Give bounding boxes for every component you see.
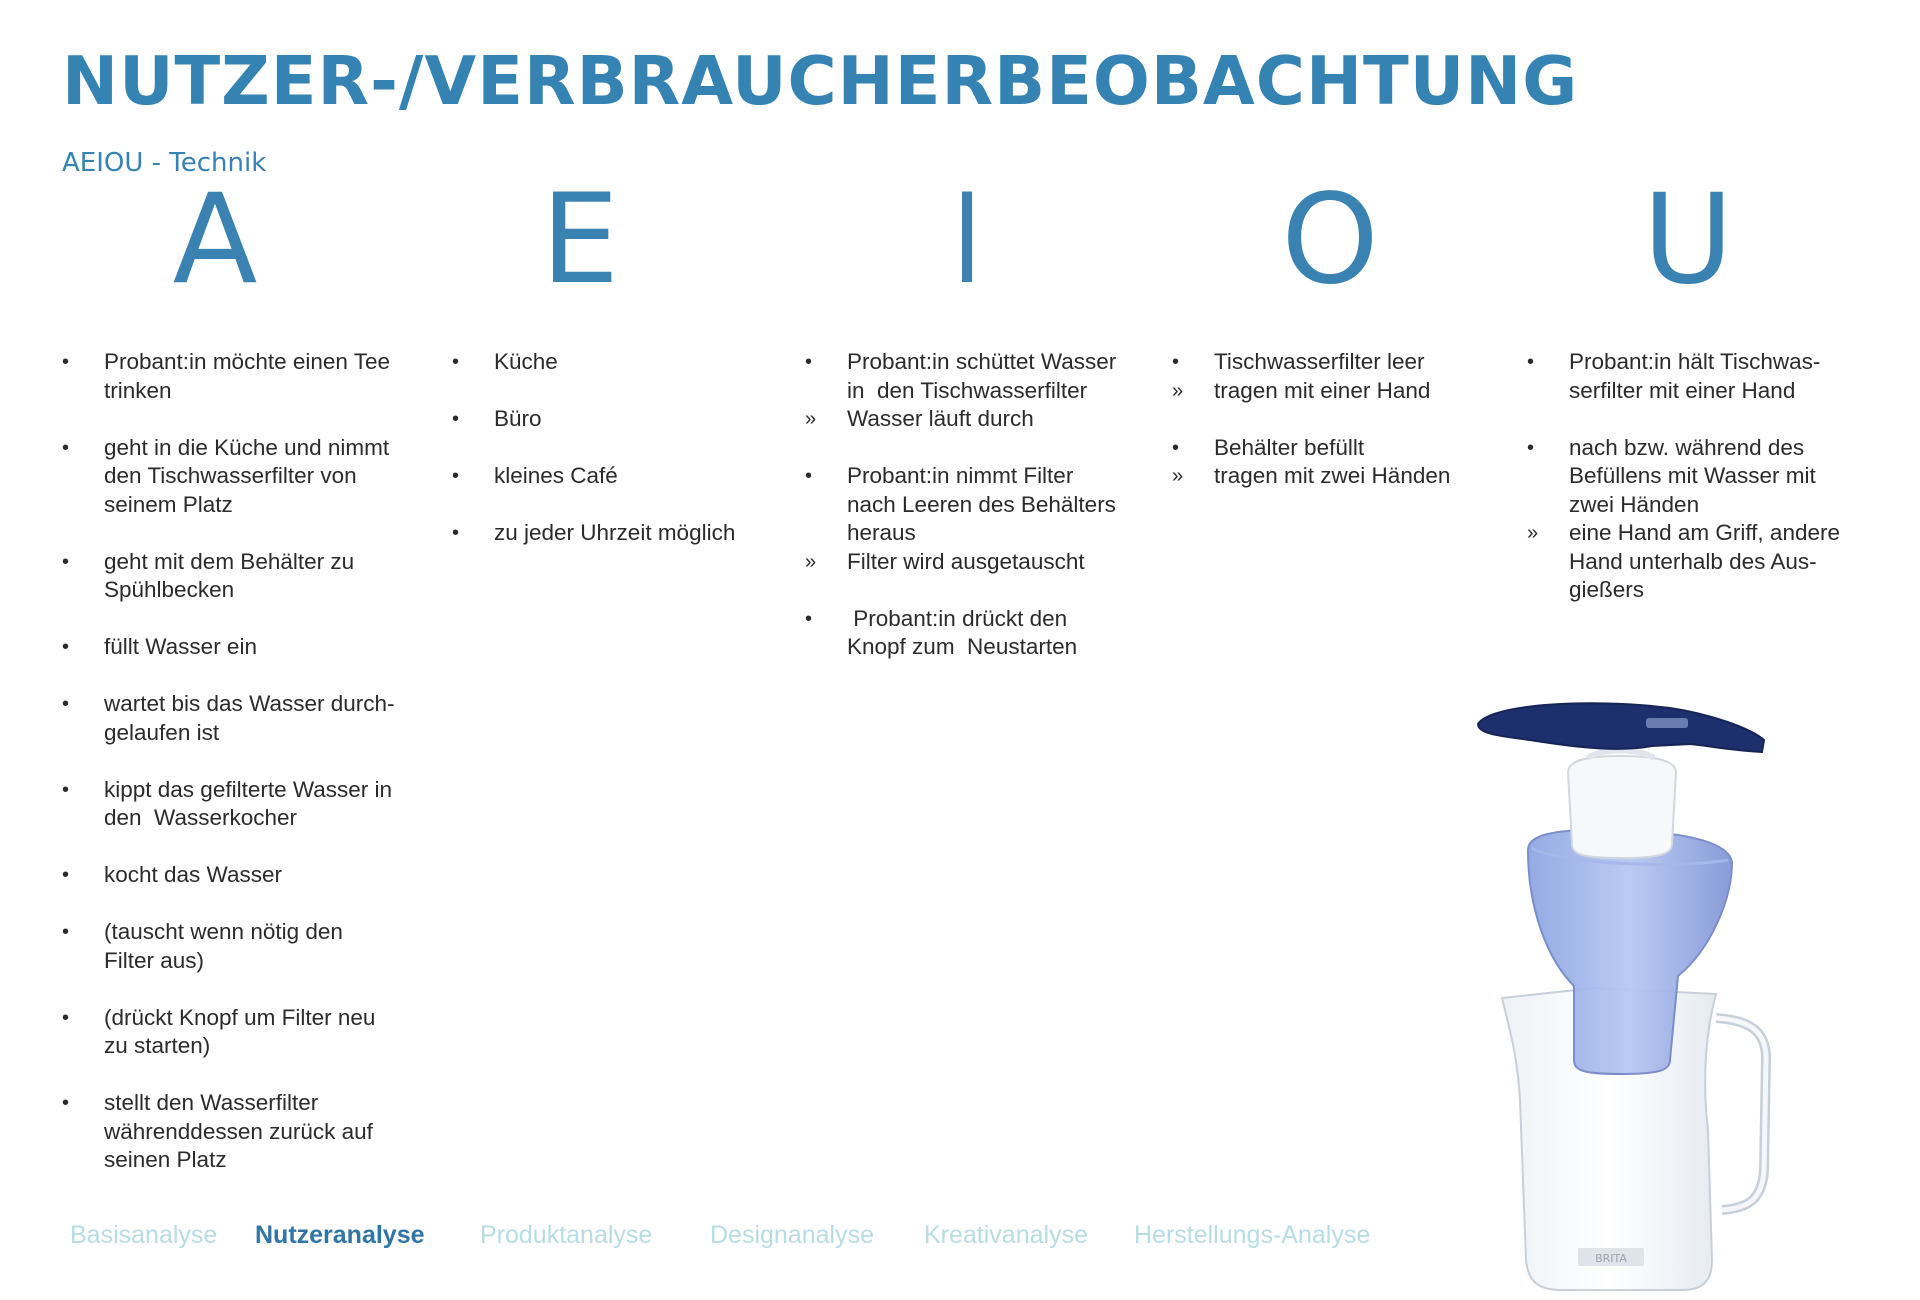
tab-designanalyse[interactable]: Designanalyse [710,1221,874,1249]
list-item-line: gelaufen ist [104,719,220,745]
list-item-line: währenddessen zurück auf [104,1118,373,1144]
list-item [452,405,772,434]
list-item-line: kocht das Wasser [104,862,282,887]
list-item-line: zwei Händen [1569,491,1700,517]
chevron-bullet-icon: » [805,408,817,430]
tab-basisanalyse[interactable]: Basisanalyse [70,1221,218,1249]
list-item [805,348,1145,405]
list-gap [452,434,772,463]
list-gap [1527,405,1887,434]
bullet-icon: • [62,1006,70,1029]
list-item-line: zu starten) [104,1033,211,1058]
page-title: NUTZER-/VERBRAUCHERBEOBACHTUNG [62,42,1579,120]
list-item-line: füllt Wasser ein [104,634,257,659]
list-item-line: stellt den Wasserfilter [104,1090,319,1115]
list-item-line: kippt das gefilterte Wasser in [104,776,393,802]
list-item-line: seinem Platz [104,491,233,517]
bullet-icon: • [1172,436,1180,459]
list-item-line: Tischwasserfilter leer [1214,349,1425,374]
column-users [1527,348,1887,605]
list-item-line: Filter aus) [104,947,205,973]
list-item-line: den Wasserkocher [104,805,297,830]
list-item-line: Spühlbecken [104,577,235,602]
letter-u: U [1642,168,1734,312]
tab-kreativanalyse[interactable]: Kreativanalyse [924,1221,1088,1249]
bullet-icon: • [62,436,70,459]
tab-produktanalyse[interactable]: Produktanalyse [480,1221,653,1249]
list-item-line: Probant:in nimmt Filter [847,463,1074,488]
list-item-line: heraus [847,520,916,545]
letter-i: I [951,168,982,312]
list-item-line: Probant:in drückt den [847,605,1068,631]
list-item [805,405,1145,434]
column-objects [1172,348,1502,491]
list-item [1172,377,1502,406]
list-item-line: Büro [494,406,542,431]
list-item-line: nach Leeren des Behälters [847,491,1116,517]
list-item [1527,434,1887,520]
bullet-icon: • [62,864,70,886]
list-item [805,462,1145,548]
list-item-line: Behälter befüllt [1214,434,1365,460]
bullet-icon: • [62,550,70,573]
section-nav [0,1221,1500,1261]
list-item-line: in den Tischwasserfilter [847,377,1088,403]
list-item-line: (tauscht wenn nötig den [104,919,343,944]
chevron-bullet-icon: » [1172,465,1184,487]
list-item-line: geht in die Küche und nimmt [104,434,390,460]
tab-nutzeranalyse[interactable]: Nutzeranalyse [255,1221,425,1249]
list-item-line: Knopf zum Neustarten [847,634,1078,659]
list-item-line: Küche [494,349,558,374]
bullet-icon: • [452,522,460,544]
list-item-line: den Tischwasserfilter von [104,463,357,488]
list-item-line: geht mit dem Behälter zu [104,548,355,574]
column-interactions [805,348,1145,662]
list-gap [62,975,422,1004]
list-item-line: gießers [1569,577,1645,602]
list-item [805,548,1145,577]
list-item-line: trinken [104,377,172,403]
list-item-line: Probant:in schüttet Wasser [847,349,1117,374]
list-item [62,1089,422,1175]
bullet-icon: • [1172,351,1180,373]
bullet-icon: • [62,693,70,715]
list-item-line: tragen mit einer Hand [1214,377,1431,403]
list-gap [805,434,1145,463]
list-item-line: Befüllens mit Wasser mit [1569,463,1816,488]
bullet-icon: • [452,408,460,430]
list-item-line: Filter wird ausgetauscht [847,548,1085,574]
list-item-line: eine Hand am Griff, andere [1569,520,1840,545]
list-item-line: tragen mit zwei Händen [1214,463,1451,488]
list-item [1172,348,1502,377]
bullet-icon: • [805,351,813,373]
list-item-line: kleines Café [494,463,618,488]
list-gap [62,519,422,548]
list-gap [62,405,422,434]
list-item-line: wartet bis das Wasser durch- [104,691,395,716]
list-item-line: serfilter mit einer Hand [1569,377,1796,403]
list-item [1172,462,1502,491]
list-item [62,1004,422,1061]
list-item-line: nach bzw. während des [1569,434,1805,460]
list-item [62,861,422,890]
letter-o: O [1281,168,1379,312]
list-item [62,548,422,605]
chevron-bullet-icon: » [805,550,817,573]
list-gap [452,491,772,520]
bullet-icon: • [1527,436,1535,459]
list-item-line: Probant:in hält Tischwas- [1569,349,1821,374]
bullet-icon: • [452,465,460,487]
bullet-icon: • [805,607,813,630]
list-item [805,605,1145,662]
list-item [452,348,772,377]
svg-text:BRITA: BRITA [1595,1252,1627,1265]
bullet-icon: • [452,351,460,373]
list-gap [62,747,422,776]
list-item [62,918,422,975]
list-gap [62,1061,422,1090]
bullet-icon: • [62,1092,70,1114]
list-gap [62,833,422,862]
tab-herstellungs-analyse[interactable]: Herstellungs-Analyse [1134,1221,1371,1249]
bullet-icon: • [1527,351,1535,373]
list-item [1172,434,1502,463]
list-item-line: Hand unterhalb des Aus- [1569,548,1817,574]
list-item-line: (drückt Knopf um Filter neu [104,1004,376,1030]
list-item [62,776,422,833]
bullet-icon: • [62,351,70,373]
letter-a: A [172,168,258,312]
list-item-line: Probant:in möchte einen Tee [104,349,391,374]
bullet-icon: • [62,921,70,943]
list-gap [62,605,422,634]
list-gap [1172,405,1502,434]
bullet-icon: • [62,636,70,658]
list-item-line: zu jeder Uhrzeit möglich [494,520,736,545]
list-item [62,690,422,747]
list-item [62,434,422,520]
list-item [62,348,422,405]
water-filter-jug-image [1470,700,1800,1300]
chevron-bullet-icon: » [1172,379,1184,402]
chevron-bullet-icon: » [1527,522,1539,544]
list-item [452,462,772,491]
list-gap [62,662,422,691]
bullet-icon: • [62,778,70,801]
list-gap [62,890,422,919]
list-item [1527,348,1887,405]
list-item-line: Wasser läuft durch [847,406,1034,431]
list-item [452,519,772,548]
list-gap [805,576,1145,605]
list-gap [452,377,772,406]
bullet-icon: • [805,465,813,487]
list-item [62,633,422,662]
column-activities [62,348,422,1175]
page-subtitle: AEIOU - Technik [62,148,267,178]
list-item-line: seinen Platz [104,1147,227,1172]
list-item [1527,519,1887,605]
column-environments [452,348,772,548]
letter-e: E [540,168,620,312]
